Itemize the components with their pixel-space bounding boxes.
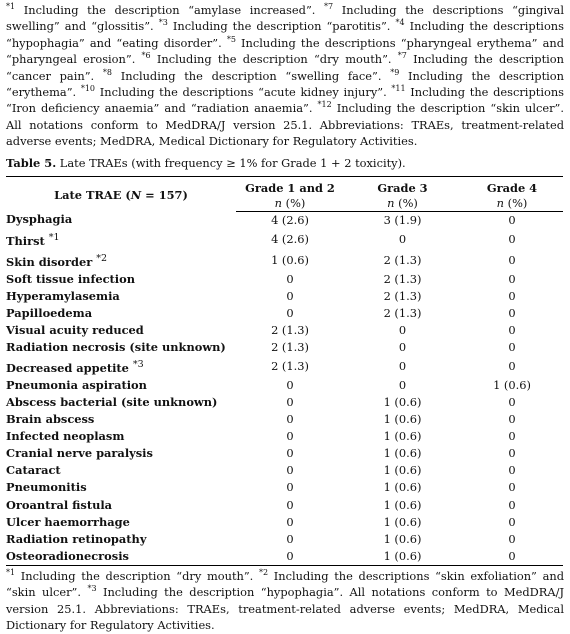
cell-g3: 3 (1.9): [383, 212, 422, 227]
row-label-text: Abscess bacterial (site unknown): [6, 394, 218, 409]
cell-g12: 0: [286, 288, 294, 303]
row-label: [6, 514, 236, 531]
bottom-footnote: $^{*1}$ Including the description “dry mouth”. $^{*2}$ Including the descriptions “skin exfoliation” and “skin ulcer”. $^{*3}$ Including the description “hypophagia”. All notations conform to MedDRA/J version 25.1. Abbreviations: TRAEs, treatment-related adverse events; MedDRA, Medical Dictionary for Regulatory Activities.: [6, 568, 565, 633]
table-body: [6, 211, 563, 565]
cell-g12: 0: [236, 548, 344, 566]
table-row: [6, 229, 563, 250]
table-row: [6, 497, 563, 514]
cell-g3: 1 (0.6): [383, 429, 422, 444]
row-label-text: Radiation retinopathy: [6, 531, 147, 546]
table-caption-label: Table 5.: [6, 155, 57, 170]
cell-g12: 0: [286, 429, 294, 444]
row-label-text: Cranial nerve paralysis: [6, 446, 153, 461]
table-row: [6, 462, 563, 479]
cell-g4: 0: [508, 305, 516, 320]
row-label: [6, 305, 236, 322]
cell-g4: 0: [508, 446, 516, 461]
cell-g3: 1 (0.6): [383, 497, 422, 512]
cell-g3: 2 (1.3): [383, 288, 422, 303]
table-row: [6, 531, 563, 548]
row-label: [6, 445, 236, 462]
row-label: [6, 479, 236, 496]
cell-g12: 0: [286, 463, 294, 478]
row-label-text: Decreased appetite: [6, 360, 129, 375]
row-label-text: Papilloedema: [6, 305, 93, 320]
row-label-text: Ulcer haemorrhage: [6, 514, 130, 529]
cell-g12: 0: [286, 497, 294, 512]
cell-g12: 0: [286, 480, 294, 495]
row-label: [6, 428, 236, 445]
row-label-text: Hyperamylasemia: [6, 288, 120, 303]
cell-g12: 0: [286, 514, 294, 529]
cell-g12: 0: [286, 412, 294, 427]
cell-g3: 1 (0.6): [383, 514, 422, 529]
cell-g4: 0: [508, 252, 516, 267]
table-row: [6, 411, 563, 428]
cell-g4: 0: [508, 271, 516, 286]
table-row: [6, 548, 563, 566]
table-row: [6, 394, 563, 411]
cell-g4: 0: [508, 412, 516, 427]
row-label: [6, 229, 236, 250]
cell-g12: 4 (2.6): [271, 212, 309, 227]
cell-g3: 1 (0.6): [383, 412, 422, 427]
row-label: [6, 288, 236, 305]
cell-g3: 2 (1.3): [383, 252, 422, 267]
row-footnote-marker: *2: [96, 252, 107, 264]
cell-g12: 2 (1.3): [271, 358, 309, 373]
table-row: [6, 211, 563, 229]
header-n-percent: n (%): [344, 196, 461, 212]
cell-g4: 1 (0.6): [493, 377, 531, 392]
header-n-percent: n (%): [461, 196, 563, 212]
row-label-text: Soft tissue infection: [6, 271, 136, 286]
cell-g4: 0: [508, 322, 516, 337]
row-label: [6, 548, 236, 566]
table-row: [6, 377, 563, 394]
cell-g4: 0: [508, 339, 516, 354]
header-grade-3: Grade 3: [344, 176, 461, 196]
table-caption: [6, 155, 564, 171]
row-label: [6, 211, 236, 229]
cell-g12: 0: [286, 531, 294, 546]
cell-g4: 0: [508, 531, 516, 546]
row-footnote-marker: *3: [132, 359, 144, 370]
cell-g12: 0: [286, 446, 294, 461]
header-grade-1-2: Grade 1 and 2: [236, 176, 344, 196]
row-label: [6, 411, 236, 428]
row-footnote-marker: *1: [48, 231, 60, 243]
table-row: [6, 514, 563, 531]
table-row: [6, 428, 563, 445]
cell-g3: 0: [398, 377, 407, 392]
row-label-text: Thirst: [6, 233, 45, 248]
cell-g4: 0: [508, 514, 516, 529]
row-label: [6, 322, 236, 339]
cell-g4: 0: [508, 429, 516, 444]
cell-g3: 0: [398, 231, 407, 246]
cell-g3: 0: [398, 339, 407, 354]
cell-g3: 0: [398, 358, 407, 373]
row-label-text: Infected neoplasm: [6, 429, 125, 444]
cell-g3: 0: [398, 322, 407, 337]
cell-g4: 0: [508, 231, 516, 246]
row-label-text: Oroantral fistula: [6, 497, 113, 512]
cell-g3: 1 (0.6): [383, 463, 422, 478]
table-row: [6, 479, 563, 496]
row-label-text: Cataract: [6, 463, 61, 478]
row-label: [6, 377, 236, 394]
cell-g4: 0: [508, 480, 516, 495]
table-row: [6, 271, 563, 288]
row-label-text: Pneumonitis: [6, 480, 87, 495]
row-label: [6, 250, 236, 271]
cell-g3: 1 (0.6): [383, 531, 422, 546]
row-label: [6, 462, 236, 479]
cell-g3: 1 (0.6): [383, 480, 422, 495]
row-label-text: Visual acuity reduced: [6, 322, 144, 337]
row-label: [6, 271, 236, 288]
cell-g12: 1 (0.6): [271, 252, 309, 267]
row-label-text: Skin disorder: [6, 254, 93, 269]
row-label-text: Radiation necrosis (site unknown): [6, 339, 226, 354]
cell-g12: 0: [286, 305, 294, 320]
row-label: [6, 394, 236, 411]
table-caption-text: Late TRAEs (with frequency ≥ 1% for Grade 1 + 2 toxicity).: [56, 155, 406, 170]
cell-g12: 0: [286, 394, 294, 409]
row-label-text: Pneumonia aspiration: [6, 377, 147, 392]
cell-g3: 1 (0.6): [344, 548, 461, 566]
row-label-text: Brain abscess: [6, 412, 95, 427]
cell-g4: 0: [508, 463, 516, 478]
header-grade-4: Grade 4: [461, 176, 563, 196]
row-label: [6, 356, 236, 377]
table-row: [6, 445, 563, 462]
table-row: [6, 356, 563, 377]
cell-g12: 4 (2.6): [271, 231, 309, 246]
cell-g3: 2 (1.3): [383, 305, 422, 320]
cell-g3: 2 (1.3): [383, 271, 422, 286]
header-late-trae: Late TRAE (N = 157): [6, 176, 236, 211]
cell-g12: 0: [286, 377, 294, 392]
row-label: [6, 531, 236, 548]
cell-g3: 1 (0.6): [383, 446, 422, 461]
table-row: [6, 322, 563, 339]
header-n-percent: n (%): [236, 196, 344, 212]
table-row: [6, 339, 563, 356]
row-label-text: Osteoradionecrosis: [6, 548, 129, 563]
cell-g4: 0: [508, 394, 516, 409]
cell-g12: 0: [286, 271, 294, 286]
row-label: [6, 497, 236, 514]
late-traes-table: [6, 176, 563, 566]
row-label: [6, 339, 236, 356]
table-row: [6, 305, 563, 322]
row-label-text: Dysphagia: [6, 212, 73, 227]
table-row: [6, 250, 563, 271]
cell-g3: 1 (0.6): [383, 394, 422, 409]
cell-g4: 0: [508, 288, 516, 303]
cell-g12: 2 (1.3): [271, 322, 309, 337]
cell-g4: 0: [508, 358, 516, 373]
cell-g12: 2 (1.3): [271, 339, 309, 354]
cell-g4: 0: [508, 497, 516, 512]
cell-g4: 0: [508, 212, 516, 227]
table-row: [6, 288, 563, 305]
cell-g4: 0: [461, 548, 563, 566]
top-footnote: $^{*1}$ Including the description “amylase increased”. $^{*7}$ Including the descriptions “gingival swelling” and “glossitis”. $^{*3}$ Including the description “parotitis”. $^{*4}$ Including the descriptions “hypophagia” and “eating disorder”. $^{*5}$ Including the descriptions “pharyngeal erythema” and “pharyngeal erosion”. $^{*6}$ Including the description “dry mouth”. $^{*7}$ Including the description “cancer pain”. $^{*8}$ Including the description “swelling face”. $^{*9}$ Including the description “erythema”. $^{*10}$ Including the descriptions “acute kidney injury”. $^{*11}$ Including the descriptions “Iron deficiency anaemia” and “radiation anaemia”. $^{*12}$ Including the description “skin ulcer”. All notations conform to MedDRA/J version 25.1. Abbreviations: TRAEs, treatment-related adverse events; MedDRA, Medical Dictionary for Regulatory Activities.: [6, 2, 565, 149]
